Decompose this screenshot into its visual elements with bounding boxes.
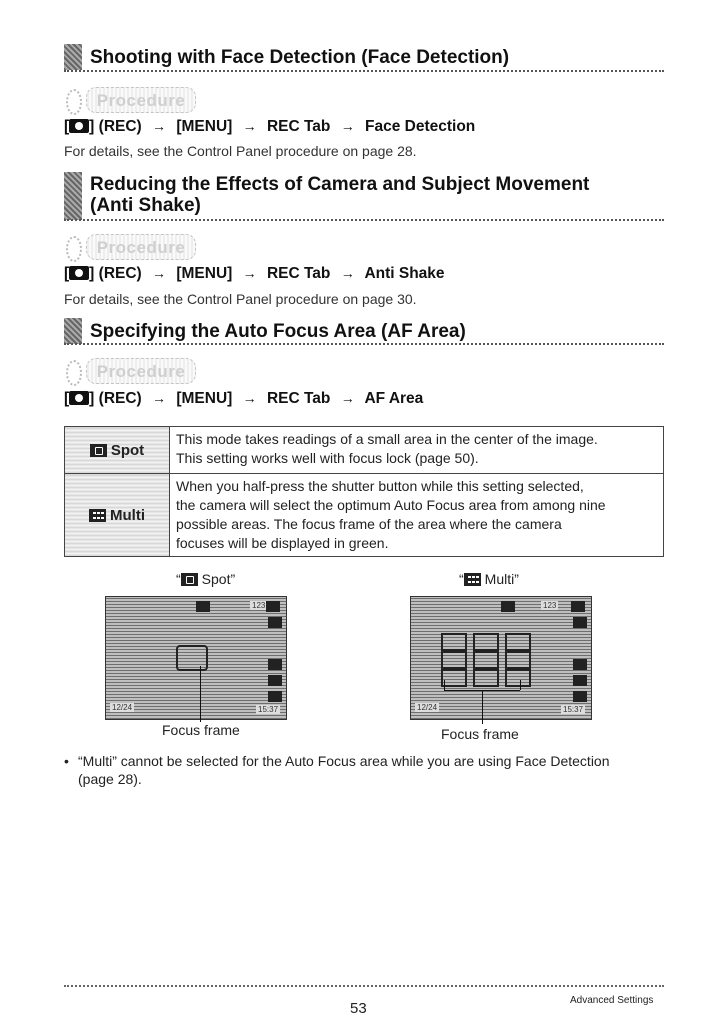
menu-step: Face Detection [365,118,476,135]
procedure-badge [64,87,200,113]
menu-step: (REC) [98,265,142,282]
iso-icon [573,659,587,670]
menu-step: REC Tab [266,390,331,407]
procedure-arc-decoration [66,360,82,386]
image-size-icon [571,601,585,612]
af-mode-label: Spot [65,427,170,474]
footer-rule [64,985,664,987]
menu-step: REC Tab [266,118,331,135]
flash-indicator-icon [501,601,515,612]
section-title-line2: (Anti Shake) [90,195,201,216]
procedure-arc-decoration [66,236,82,262]
iso-icon [268,659,282,670]
camera-rec-icon [69,119,89,133]
arrow-icon: → [242,390,257,406]
arrow-icon: → [340,265,355,281]
multi-focus-frame [441,651,467,669]
section-heading-rule [64,219,664,221]
menu-step: (REC) [98,118,142,135]
menu-step: Anti Shake [364,265,445,282]
menu-path: [ ] (REC) → [MENU] → REC Tab → AF Area [64,390,424,407]
menu-path: [ ] (REC) → [MENU] → REC Tab → Face Detection [64,118,476,135]
multi-screen-caption: “ Multi” [459,571,519,587]
spot-af-icon [90,444,107,457]
quality-icon [268,617,282,628]
arrow-icon: → [340,118,355,134]
multi-focus-frame [473,633,499,651]
section-heading-marker [64,318,82,344]
focus-frame-leader-line [482,690,483,724]
procedure-badge [64,234,200,260]
multi-focus-frame [505,669,531,687]
image-size-icon [266,601,280,612]
procedure-label: Procedure [86,358,196,384]
procedure-label: Procedure [86,234,196,260]
arrow-icon: → [152,118,167,134]
multi-focus-frame [441,633,467,651]
procedure-label: Procedure [86,87,196,113]
arrow-icon: → [242,265,257,281]
quality-icon [573,617,587,628]
menu-step: REC Tab [266,265,331,282]
arrow-icon: → [340,390,355,406]
section-heading-marker [64,44,82,70]
menu-path: [ ] (REC) → [MENU] → REC Tab → Anti Shake [64,265,445,282]
spot-lcd-screen [105,596,287,720]
procedure-arc-decoration [66,89,82,115]
section-heading-rule [64,343,664,345]
af-mode-description: When you half-press the shutter button while this setting selected, the camera will select the optimum Auto Focus area from among nine possible areas. The focus frame of the area where the camera focuses will be displayed in green. [170,474,664,557]
detail-text: For details, see the Control Panel procedure on page 30. [64,291,417,307]
shot-counter: 123 [543,601,557,610]
camera-rec-icon [69,266,89,280]
note-list-item [64,752,624,788]
menu-step: AF Area [364,390,424,407]
af-area-table [64,426,664,557]
spot-focus-frame [176,645,208,671]
multi-focus-frame [505,633,531,651]
white-balance-icon [573,675,587,686]
detail-text: For details, see the Control Panel procedure on page 28. [64,143,417,159]
procedure-badge [64,358,200,384]
lcd-time: 15:37 [258,705,279,714]
lcd-date: 12/24 [112,703,133,712]
shot-counter: 123 [252,601,266,610]
multi-focus-frame [473,651,499,669]
section-title: Specifying the Auto Focus Area (AF Area) [90,321,466,342]
menu-step: (REC) [98,390,142,407]
arrow-icon: → [242,118,257,134]
arrow-icon: → [152,390,167,406]
multi-af-icon [89,509,106,522]
focus-frame-label: Focus frame [441,726,519,742]
arrow-icon: → [152,265,167,281]
lcd-time: 15:37 [563,705,584,714]
lcd-date: 12/24 [417,703,438,712]
multi-af-icon [464,573,481,586]
multi-lcd-screen [410,596,592,720]
page-number: 53 [350,1000,367,1017]
af-mode-label: Multi [65,474,170,557]
table-row [65,474,664,557]
bullet-icon: • [64,753,69,769]
focus-frame-bracket [444,690,520,691]
section-title: Shooting with Face Detection (Face Detection) [90,47,510,68]
note-text: “Multi” cannot be selected for the Auto Focus area while you are using Face Detection (page 28). [78,753,610,787]
focus-frame-bracket [520,680,521,690]
ev-icon [268,691,282,702]
focus-frame-leader-line [200,666,201,722]
flash-indicator-icon [196,601,210,612]
menu-step: [MENU] [176,265,233,282]
camera-rec-icon [69,391,89,405]
white-balance-icon [268,675,282,686]
ev-icon [573,691,587,702]
multi-focus-frame [505,651,531,669]
multi-focus-frame [473,669,499,687]
footer-section-name: Advanced Settings [570,995,654,1006]
section-title-line1: Reducing the Effects of Camera and Subject Movement [90,174,590,195]
section-heading-rule [64,70,664,72]
section-heading-marker [64,172,82,220]
menu-step: [MENU] [176,118,233,135]
af-mode-description: This mode takes readings of a small area in the center of the image. This setting works well with focus lock (page 50). [170,427,664,474]
menu-step: [MENU] [176,390,233,407]
focus-frame-bracket [444,680,445,690]
spot-screen-caption: “ Spot” [176,571,236,587]
spot-af-icon [181,573,198,586]
table-row [65,427,664,474]
focus-frame-label: Focus frame [162,722,240,738]
